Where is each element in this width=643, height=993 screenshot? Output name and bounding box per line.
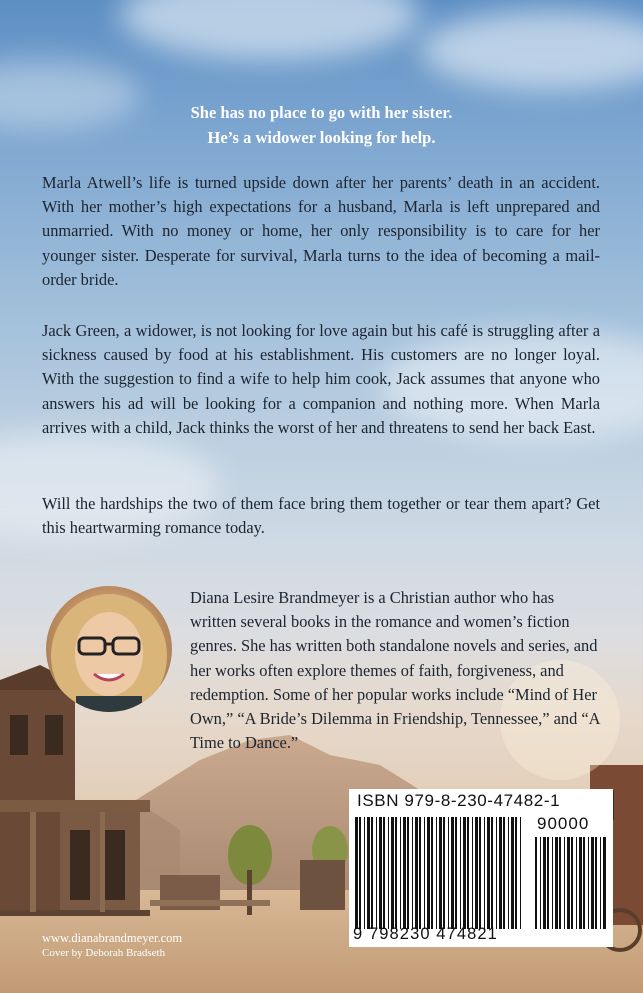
barcode-bar — [448, 817, 449, 929]
barcode-bar — [455, 817, 457, 929]
isbn-barcode-box — [349, 789, 613, 947]
barcode-bar — [388, 817, 389, 929]
barcode-bar — [603, 837, 606, 929]
barcode-bar — [424, 817, 425, 929]
barcode-bar — [355, 817, 358, 929]
barcode-bar — [427, 817, 430, 929]
barcode-bar — [571, 837, 573, 929]
barcode-bar — [540, 837, 541, 929]
author-photo — [46, 586, 172, 712]
barcode-bar — [515, 817, 517, 929]
barcode-bar — [403, 817, 406, 929]
blurb-paragraph-3: Will the hardships the two of them face bring them together or tear them apart? Get this heartwarming romance today. — [42, 494, 600, 538]
cover-credit: Cover by Deborah Bradseth — [42, 947, 166, 959]
barcode-bar — [472, 817, 473, 929]
barcode-bar — [436, 817, 437, 929]
barcode-bar — [503, 817, 505, 929]
barcode-bar — [487, 817, 490, 929]
barcode-bar — [439, 817, 442, 929]
barcode-bar — [407, 817, 409, 929]
barcode-bar — [520, 817, 521, 929]
barcode-bar — [376, 817, 377, 929]
barcode-bar — [379, 817, 382, 929]
barcode-bar — [588, 837, 589, 929]
barcode-bar — [467, 817, 469, 929]
barcode-bar — [552, 837, 553, 929]
ean-digits: 9 798230 474821 — [353, 925, 498, 943]
barcode-bar — [479, 817, 481, 929]
tagline-line-1: She has no place to go with her sister. — [190, 103, 453, 122]
barcode-bar — [383, 817, 385, 929]
barcode-bar — [391, 817, 394, 929]
isbn-label: ISBN 979-8-230-47482-1 — [357, 791, 561, 810]
tagline-line-2: He’s a widower looking for help. — [207, 128, 436, 147]
barcode-bar — [371, 817, 373, 929]
barcode-bar — [591, 837, 594, 929]
barcode-bar — [463, 817, 466, 929]
price-barcode — [535, 837, 607, 929]
barcode-bar — [443, 817, 445, 929]
barcode-bar — [583, 837, 585, 929]
barcode-bar — [535, 837, 537, 929]
blurb-paragraph-2: Jack Green, a widower, is not looking for love again but his café is struggling after a sickness caused by food at his establishment. His customers are no longer loyal. With the suggestion to find a wife to help him cook, Jack assumes that anyone who answers his ad will be looking for a companion and nothing more. When Marla arrives with a child, Jack thinks the worst of her and threatens to send her back East. — [42, 321, 600, 437]
barcode-bar — [431, 817, 433, 929]
barcode-bar — [559, 837, 561, 929]
barcode-bar — [475, 817, 478, 929]
barcode-bar — [412, 817, 413, 929]
barcode-bar — [511, 817, 514, 929]
barcode-bar — [564, 837, 565, 929]
barcode-bar — [400, 817, 401, 929]
barcode-bar — [567, 837, 570, 929]
barcode-bar — [491, 817, 493, 929]
barcode-bar — [595, 837, 597, 929]
author-bio: Diana Lesire Brandmeyer is a Christian author who has written several books in the romance and women’s fiction genres. She has written both standalone novels and series, and her works often explore themes of faith, forgiveness, and redemption. Some of her popular works include “Mind of Her Own,” “A Bride’s Dilemma in Friendship, Tennessee,” and “A Time to Dance.” — [190, 588, 600, 753]
barcode-bar — [600, 837, 601, 929]
tagline — [0, 100, 643, 150]
barcode-bar — [484, 817, 485, 929]
barcode-bar — [576, 837, 577, 929]
distant-building — [300, 860, 345, 910]
barcode-bar — [367, 817, 370, 929]
barcode-bar — [555, 837, 558, 929]
barcode-bar — [460, 817, 461, 929]
barcode-bar — [364, 817, 365, 929]
barcode-bar — [359, 817, 361, 929]
barcode-bar — [547, 837, 549, 929]
barcode-bar — [395, 817, 397, 929]
author-website: www.dianabrandmeyer.com — [42, 931, 183, 945]
blurb-paragraph-1: Marla Atwell’s life is turned upside down after her parents’ death in an accident. With her mother’s high expectations for a husband, Marla is left unprepared and unmarried. With no money or home, her only responsibility is to care for her younger sister. Desperate for survival, Marla turns to the idea of becoming a mail-order bride. — [42, 173, 600, 289]
ean-barcode — [355, 817, 525, 929]
barcode-bar — [451, 817, 454, 929]
barcode-bar — [543, 837, 546, 929]
price-code: 90000 — [537, 814, 590, 833]
cloud — [120, 0, 420, 60]
barcode-bar — [508, 817, 509, 929]
barcode-bar — [419, 817, 421, 929]
barcode-bar — [579, 837, 582, 929]
cloud — [420, 10, 643, 90]
barcode-bar — [499, 817, 502, 929]
barcode-bar — [496, 817, 497, 929]
barcode-bar — [415, 817, 418, 929]
